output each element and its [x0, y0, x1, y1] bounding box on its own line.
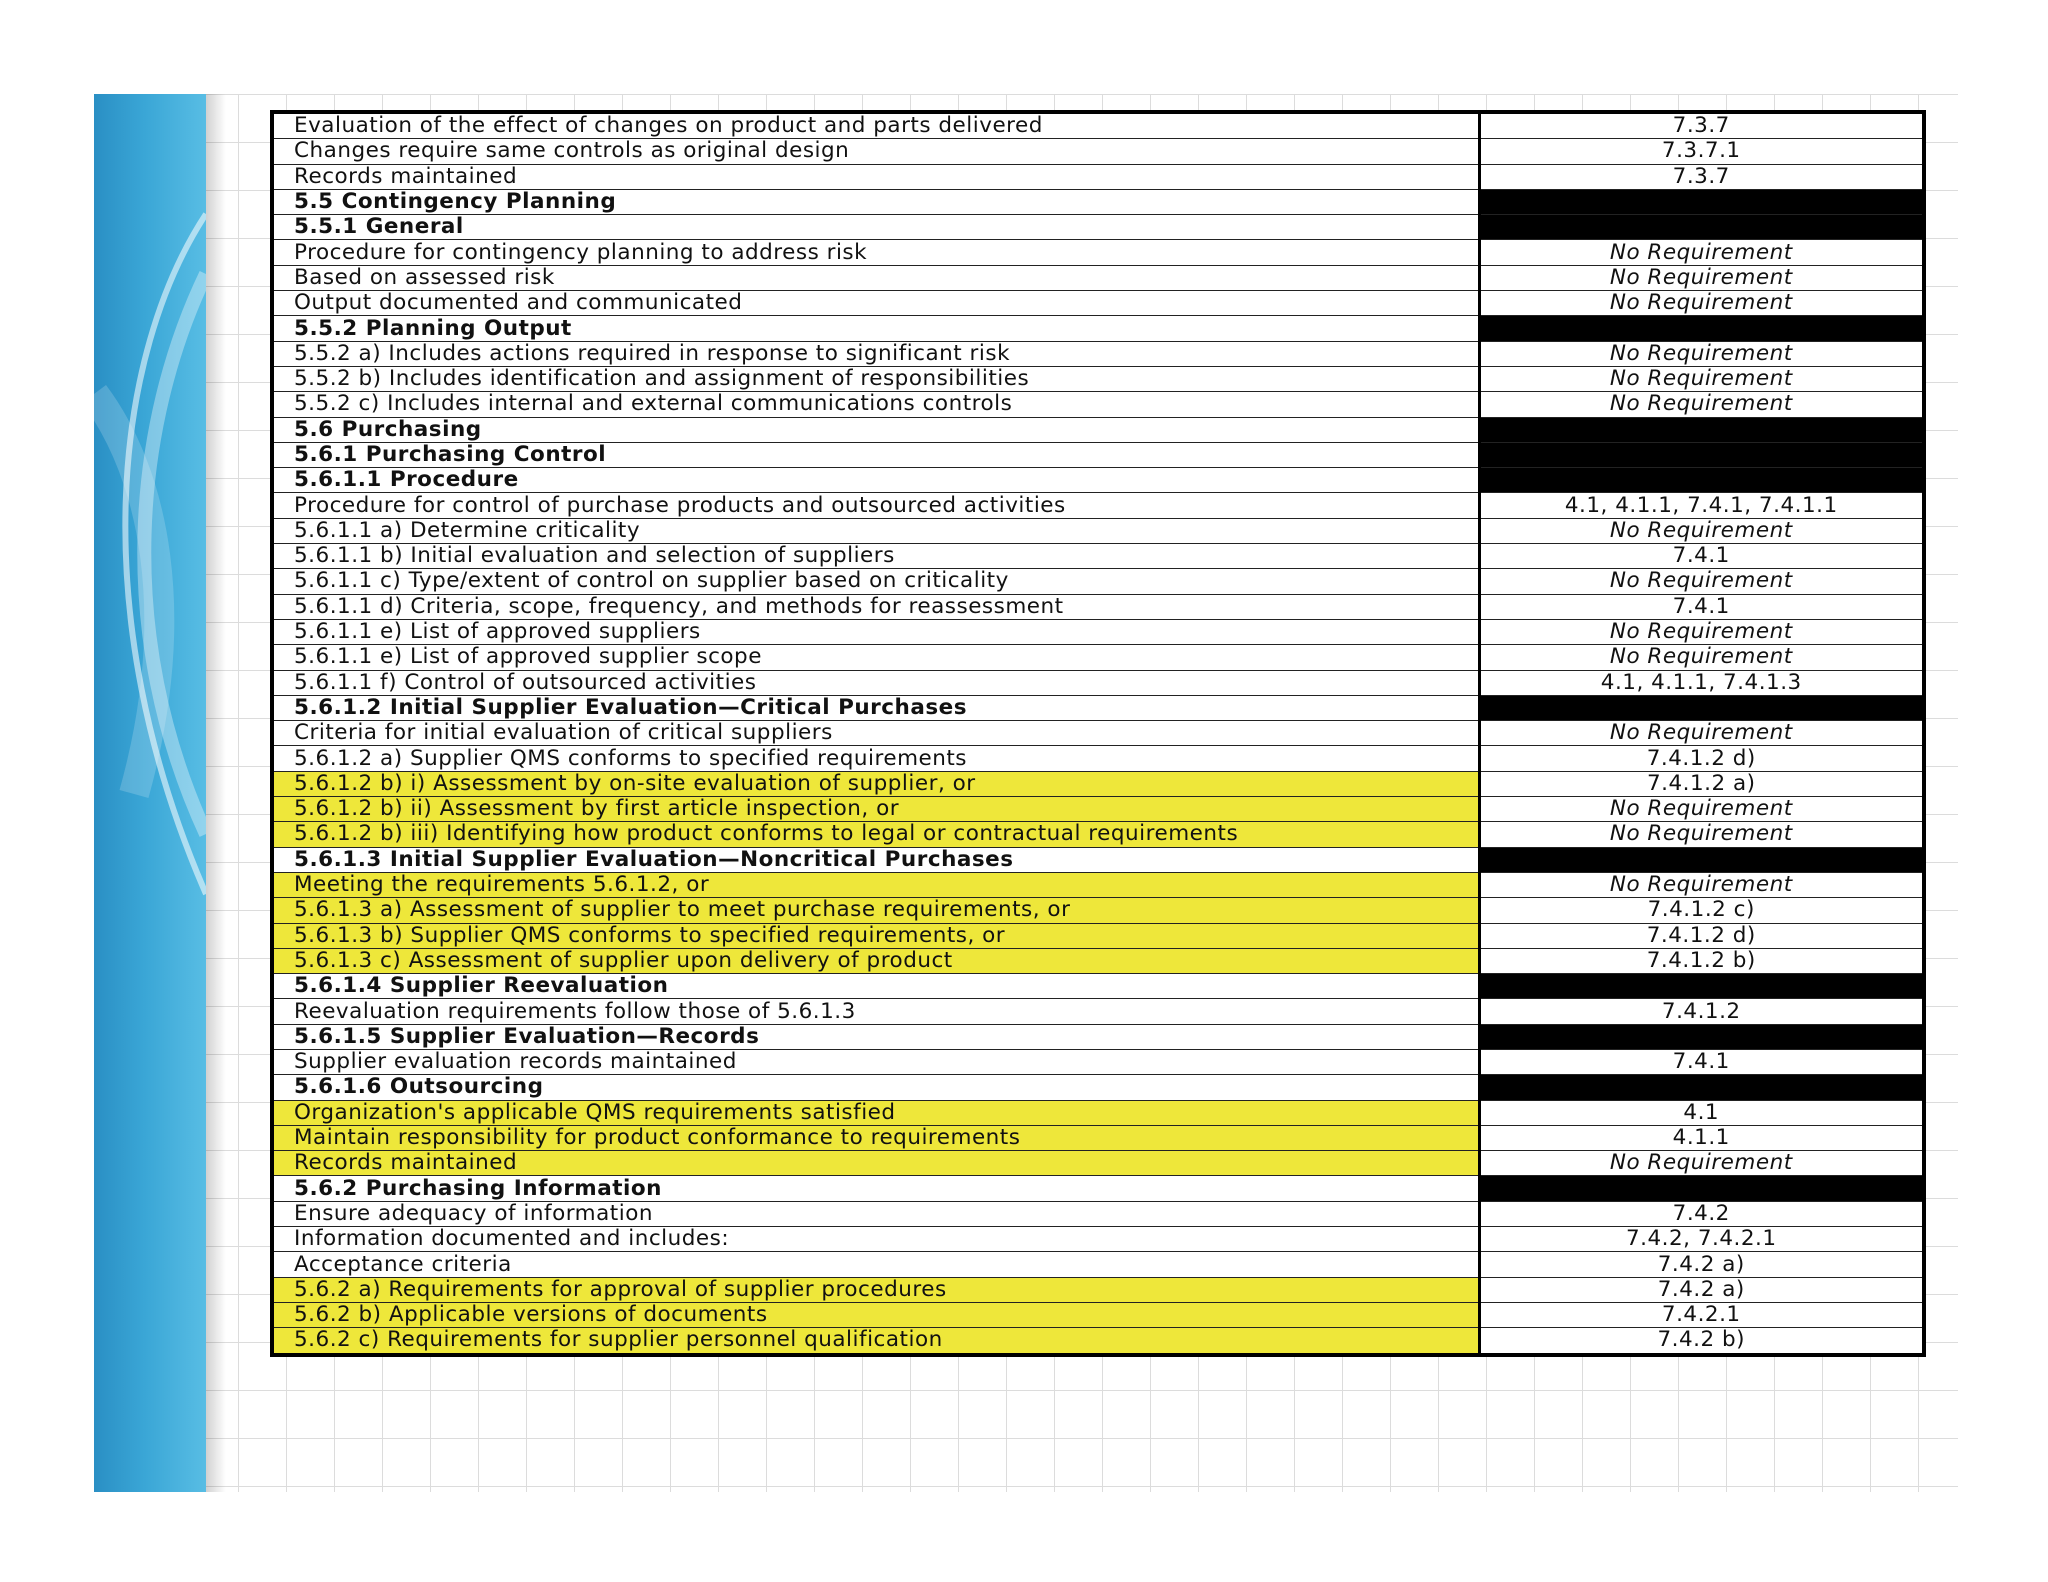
requirement-description-cell: 5.6.2 Purchasing Information: [272, 1176, 1479, 1201]
table-row: [272, 619, 1924, 644]
iso-reference-cell: No Requirement: [1479, 721, 1924, 746]
requirement-description-cell: 5.6.1.3 Initial Supplier Evaluation—Noncritical Purchases: [272, 847, 1479, 872]
requirement-description-cell: Maintain responsibility for product conformance to requirements: [272, 1125, 1479, 1150]
table-row: [272, 1201, 1924, 1226]
table-row: [272, 822, 1924, 847]
iso-reference-cell: 4.1: [1479, 1100, 1924, 1125]
iso-reference-cell: 4.1.1: [1479, 1125, 1924, 1150]
section-header-row: [272, 974, 1924, 999]
table-row: [272, 518, 1924, 543]
requirement-description-cell: Records maintained: [272, 164, 1479, 189]
table-row: [272, 999, 1924, 1024]
requirement-description-cell: 5.6.1.1 f) Control of outsourced activities: [272, 670, 1479, 695]
requirement-description-cell: 5.6.1.2 b) i) Assessment by on-site evaluation of supplier, or: [272, 771, 1479, 796]
iso-reference-cell: No Requirement: [1479, 366, 1924, 391]
table-row: [272, 1049, 1924, 1074]
iso-reference-cell: 7.3.7: [1479, 164, 1924, 189]
requirement-description-cell: Evaluation of the effect of changes on product and parts delivered: [272, 112, 1479, 139]
requirement-description-cell: 5.6.1.5 Supplier Evaluation—Records: [272, 1024, 1479, 1049]
iso-reference-cell: No Requirement: [1479, 1151, 1924, 1176]
section-header-row: [272, 316, 1924, 341]
requirement-description-cell: 5.6.1.1 d) Criteria, scope, frequency, and methods for reassessment: [272, 594, 1479, 619]
table-row: [272, 1151, 1924, 1176]
table-row: [272, 746, 1924, 771]
requirement-description-cell: 5.5.2 c) Includes internal and external communications controls: [272, 392, 1479, 417]
section-header-row: [272, 417, 1924, 442]
iso-reference-cell: 7.4.2 b): [1479, 1328, 1924, 1355]
iso-reference-cell: 7.4.1.2 d): [1479, 746, 1924, 771]
requirement-description-cell: 5.6.1.2 Initial Supplier Evaluation—Critical Purchases: [272, 695, 1479, 720]
section-header-row: [272, 1024, 1924, 1049]
iso-reference-cell: No Requirement: [1479, 619, 1924, 644]
sidebar-shadow: [206, 94, 226, 1492]
section-header-row: [272, 468, 1924, 493]
swoosh-decoration: [94, 94, 206, 1492]
requirement-description-cell: 5.6.1.1 Procedure: [272, 468, 1479, 493]
iso-reference-cell: No Requirement: [1479, 341, 1924, 366]
table-row: [272, 139, 1924, 164]
iso-reference-cell: 7.3.7: [1479, 112, 1924, 139]
iso-reference-cell: [1479, 1176, 1924, 1201]
table-row: [272, 721, 1924, 746]
table-row: [272, 291, 1924, 316]
iso-reference-cell: 7.4.2: [1479, 1201, 1924, 1226]
iso-reference-cell: 7.4.1.2 c): [1479, 898, 1924, 923]
requirement-description-cell: Ensure adequacy of information: [272, 1201, 1479, 1226]
iso-reference-cell: No Requirement: [1479, 797, 1924, 822]
table-row: [272, 544, 1924, 569]
iso-reference-cell: No Requirement: [1479, 645, 1924, 670]
requirement-description-cell: 5.5.1 General: [272, 215, 1479, 240]
requirement-description-cell: Records maintained: [272, 1151, 1479, 1176]
requirement-description-cell: Criteria for initial evaluation of critical suppliers: [272, 721, 1479, 746]
table-row: [272, 493, 1924, 518]
iso-reference-cell: [1479, 215, 1924, 240]
table-row: [272, 1100, 1924, 1125]
table-row: [272, 341, 1924, 366]
requirement-description-cell: 5.5.2 Planning Output: [272, 316, 1479, 341]
section-header-row: [272, 1176, 1924, 1201]
requirement-description-cell: Procedure for contingency planning to address risk: [272, 240, 1479, 265]
iso-reference-cell: [1479, 417, 1924, 442]
iso-reference-cell: No Requirement: [1479, 518, 1924, 543]
table-row: [272, 898, 1924, 923]
requirement-description-cell: 5.6 Purchasing: [272, 417, 1479, 442]
table-row: [272, 112, 1924, 139]
iso-reference-cell: 4.1, 4.1.1, 7.4.1, 7.4.1.1: [1479, 493, 1924, 518]
iso-reference-cell: 7.4.2 a): [1479, 1277, 1924, 1302]
table-row: [272, 1277, 1924, 1302]
section-header-row: [272, 1075, 1924, 1100]
iso-reference-cell: 7.4.1.2 a): [1479, 771, 1924, 796]
slide: [94, 94, 1958, 1492]
iso-reference-cell: 7.4.2, 7.4.2.1: [1479, 1227, 1924, 1252]
iso-reference-cell: 7.4.2 a): [1479, 1252, 1924, 1277]
table-row: [272, 797, 1924, 822]
requirement-description-cell: 5.5.2 a) Includes actions required in response to significant risk: [272, 341, 1479, 366]
decorative-sidebar: [94, 94, 206, 1492]
table-row: [272, 645, 1924, 670]
requirement-description-cell: 5.6.1.1 e) List of approved supplier scope: [272, 645, 1479, 670]
table-row: [272, 164, 1924, 189]
iso-reference-cell: 7.3.7.1: [1479, 139, 1924, 164]
section-header-row: [272, 215, 1924, 240]
table-row: [272, 1302, 1924, 1327]
table-row: [272, 1125, 1924, 1150]
iso-reference-cell: No Requirement: [1479, 392, 1924, 417]
table-row: [272, 670, 1924, 695]
requirement-description-cell: 5.6.1.6 Outsourcing: [272, 1075, 1479, 1100]
iso-reference-cell: 7.4.1: [1479, 1049, 1924, 1074]
table-row: [272, 1328, 1924, 1355]
section-header-row: [272, 189, 1924, 214]
requirement-description-cell: 5.6.1.2 b) ii) Assessment by first article inspection, or: [272, 797, 1479, 822]
table-row: [272, 569, 1924, 594]
iso-reference-cell: 7.4.1.2 d): [1479, 923, 1924, 948]
iso-reference-cell: No Requirement: [1479, 291, 1924, 316]
requirement-description-cell: 5.6.1.1 c) Type/extent of control on supplier based on criticality: [272, 569, 1479, 594]
iso-reference-cell: [1479, 695, 1924, 720]
iso-reference-cell: No Requirement: [1479, 872, 1924, 897]
requirement-description-cell: Organization's applicable QMS requirements satisfied: [272, 1100, 1479, 1125]
requirement-description-cell: 5.6.2 c) Requirements for supplier personnel qualification: [272, 1328, 1479, 1355]
section-header-row: [272, 442, 1924, 467]
iso-reference-cell: No Requirement: [1479, 822, 1924, 847]
section-header-row: [272, 847, 1924, 872]
iso-reference-cell: 7.4.1.2: [1479, 999, 1924, 1024]
requirement-description-cell: 5.6.1.1 a) Determine criticality: [272, 518, 1479, 543]
requirement-description-cell: 5.6.1.2 a) Supplier QMS conforms to specified requirements: [272, 746, 1479, 771]
iso-reference-cell: 7.4.1: [1479, 594, 1924, 619]
requirement-description-cell: 5.6.2 b) Applicable versions of documents: [272, 1302, 1479, 1327]
table-row: [272, 392, 1924, 417]
table-row: [272, 948, 1924, 973]
requirement-description-cell: Based on assessed risk: [272, 265, 1479, 290]
requirement-description-cell: 5.6.1.4 Supplier Reevaluation: [272, 974, 1479, 999]
iso-reference-cell: No Requirement: [1479, 569, 1924, 594]
requirement-description-cell: Information documented and includes:: [272, 1227, 1479, 1252]
iso-reference-cell: [1479, 316, 1924, 341]
table-row: [272, 872, 1924, 897]
requirement-description-cell: 5.6.1.1 e) List of approved suppliers: [272, 619, 1479, 644]
requirement-description-cell: Output documented and communicated: [272, 291, 1479, 316]
iso-reference-cell: 7.4.2.1: [1479, 1302, 1924, 1327]
iso-reference-cell: [1479, 1024, 1924, 1049]
requirement-description-cell: Changes require same controls as original design: [272, 139, 1479, 164]
iso-reference-cell: [1479, 189, 1924, 214]
iso-reference-cell: [1479, 1075, 1924, 1100]
section-header-row: [272, 695, 1924, 720]
iso-reference-cell: 7.4.1.2 b): [1479, 948, 1924, 973]
requirement-description-cell: Meeting the requirements 5.6.1.2, or: [272, 872, 1479, 897]
iso-reference-cell: 7.4.1: [1479, 544, 1924, 569]
table-row: [272, 366, 1924, 391]
requirement-description-cell: 5.6.2 a) Requirements for approval of supplier procedures: [272, 1277, 1479, 1302]
table-row: [272, 1252, 1924, 1277]
requirement-description-cell: 5.6.1.1 b) Initial evaluation and selection of suppliers: [272, 544, 1479, 569]
requirement-description-cell: 5.6.1.3 a) Assessment of supplier to meet purchase requirements, or: [272, 898, 1479, 923]
iso-reference-cell: [1479, 974, 1924, 999]
table-row: [272, 240, 1924, 265]
requirement-description-cell: Acceptance criteria: [272, 1252, 1479, 1277]
requirement-description-cell: Procedure for control of purchase products and outsourced activities: [272, 493, 1479, 518]
requirement-description-cell: Reevaluation requirements follow those of 5.6.1.3: [272, 999, 1479, 1024]
requirement-description-cell: 5.5 Contingency Planning: [272, 189, 1479, 214]
table-row: [272, 265, 1924, 290]
requirements-table-body: [272, 112, 1924, 1355]
iso-reference-cell: [1479, 442, 1924, 467]
iso-reference-cell: 4.1, 4.1.1, 7.4.1.3: [1479, 670, 1924, 695]
table-row: [272, 771, 1924, 796]
requirements-table: [270, 110, 1926, 1357]
requirement-description-cell: 5.6.1.3 c) Assessment of supplier upon delivery of product: [272, 948, 1479, 973]
requirement-description-cell: 5.6.1.3 b) Supplier QMS conforms to specified requirements, or: [272, 923, 1479, 948]
requirement-description-cell: 5.6.1.2 b) iii) Identifying how product conforms to legal or contractual requirements: [272, 822, 1479, 847]
requirement-description-cell: 5.5.2 b) Includes identification and assignment of responsibilities: [272, 366, 1479, 391]
iso-reference-cell: [1479, 468, 1924, 493]
iso-reference-cell: [1479, 847, 1924, 872]
iso-reference-cell: No Requirement: [1479, 265, 1924, 290]
iso-reference-cell: No Requirement: [1479, 240, 1924, 265]
table-row: [272, 923, 1924, 948]
table-row: [272, 594, 1924, 619]
requirement-description-cell: Supplier evaluation records maintained: [272, 1049, 1479, 1074]
table-row: [272, 1227, 1924, 1252]
requirement-description-cell: 5.6.1 Purchasing Control: [272, 442, 1479, 467]
